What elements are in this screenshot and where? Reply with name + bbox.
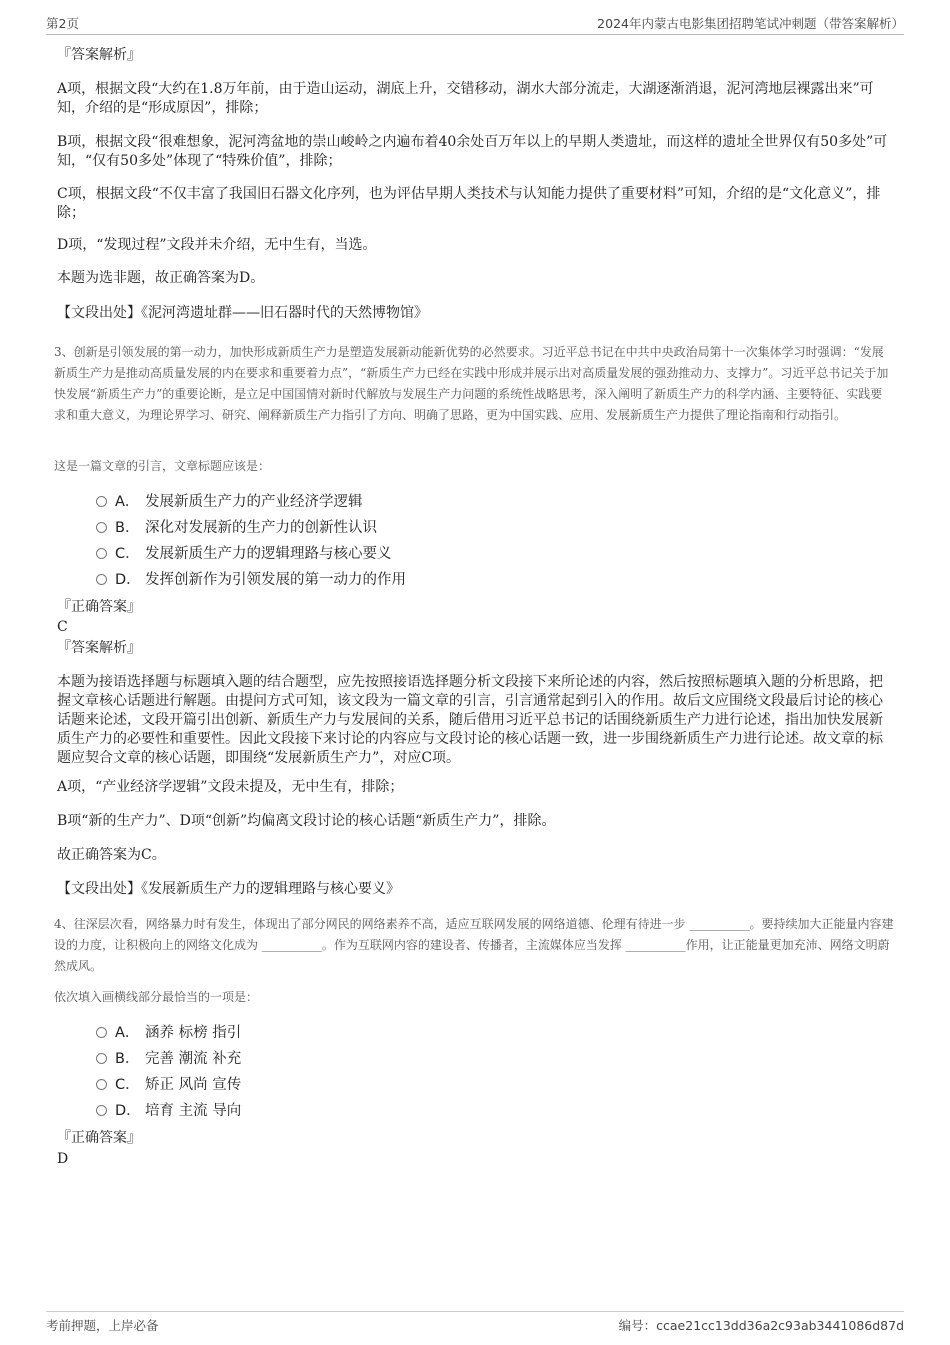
radio-icon[interactable] [96, 1027, 107, 1038]
analysis-conclusion: 本题为选非题，故正确答案为D。 [57, 270, 265, 286]
radio-icon[interactable] [96, 496, 107, 507]
question-4-option-a[interactable]: A． 涵养 标榜 指引 [96, 1023, 241, 1043]
question-3-option-b[interactable]: B． 深化对发展新的生产力的创新性认识 [96, 518, 377, 538]
question-3-prompt: 这是一篇文章的引言，文章标题应该是： [54, 459, 271, 473]
page-header [46, 12, 904, 35]
analysis-option-bd: B项“新的生产力”、D项“创新”均偏离文段讨论的核心话题“新质生产力”，排除。 [57, 813, 556, 829]
question-3-option-a[interactable]: A． 发展新质生产力的产业经济学逻辑 [96, 492, 363, 512]
document-title: 2024年内蒙古电影集团招聘笔试冲刺题（带答案解析） [597, 16, 904, 31]
radio-icon[interactable] [96, 548, 107, 559]
page-footer [46, 1311, 904, 1332]
page-number: 第2页 [46, 16, 79, 31]
question-4-prompt: 依次填入画横线部分最恰当的一项是： [54, 990, 259, 1004]
question-4-option-d[interactable]: D． 培育 主流 导向 [96, 1101, 241, 1121]
analysis-option-d: D项，“发现过程”文段并未介绍，无中生有，当选。 [57, 237, 377, 253]
correct-answer: D [57, 1151, 69, 1167]
question-4-option-b[interactable]: B． 完善 潮流 补充 [96, 1049, 241, 1069]
radio-icon[interactable] [96, 1079, 107, 1090]
radio-icon[interactable] [96, 574, 107, 585]
question-3-option-d[interactable]: D． 发挥创新作为引领发展的第一动力的作用 [96, 570, 406, 590]
question-4-passage: 4、往深层次看，网络暴力时有发生，体现出了部分网民的网络素养不高，适应互联网发展的网络道德、伦理有待进一步 __________。要持续加大正能量内容建设的力度，让积极向上的网络文化成为 __________。作为互联网内容的建设者、传播者，主流媒体应当发挥 __________作用，让正能量更加充沛、网络文明蔚然成风。 [54, 917, 894, 973]
footer-slogan: 考前押题，上岸必备 [46, 1318, 159, 1333]
radio-icon[interactable] [96, 522, 107, 533]
correct-answer: C [57, 619, 68, 635]
radio-icon[interactable] [96, 1053, 107, 1064]
source-citation: 【文段出处】《发展新质生产力的逻辑理路与核心要义》 [57, 881, 400, 897]
answer-label: 『正确答案』 [57, 599, 141, 615]
answer-label: 『正确答案』 [57, 1130, 141, 1146]
analysis-label: 『答案解析』 [57, 640, 141, 656]
analysis-option-a: A项，根据文段“大约在1.8万年前，由于造山运动，湖底上升，交错移动，湖水大部分流走，大湖逐渐消退，泥河湾地层裸露出来”可知，介绍的是“形成原因”，排除； [57, 81, 874, 116]
analysis-label: 『答案解析』 [57, 47, 141, 63]
analysis-option-b: B项，根据文段“很难想象，泥河湾盆地的崇山峻岭之内遍布着40余处百万年以上的早期人类遗址，而这样的遗址全世界仅有50多处”可知，“仅有50多处”体现了“特殊价值”，排除； [57, 134, 888, 169]
analysis-conclusion: 故正确答案为C。 [57, 847, 166, 863]
analysis-option-c: C项，根据文段“不仅丰富了我国旧石器文化序列，也为评估早期人类技术与认知能力提供了重要材料”可知，介绍的是“文化意义”，排除； [57, 186, 881, 221]
question-3-option-c[interactable]: C． 发展新质生产力的逻辑理路与核心要义 [96, 544, 392, 564]
radio-icon[interactable] [96, 1105, 107, 1116]
source-citation: 【文段出处】《泥河湾遗址群——旧石器时代的天然博物馆》 [57, 305, 428, 321]
question-4-option-c[interactable]: C． 矫正 风尚 宣传 [96, 1075, 241, 1095]
analysis-option-a: A项，“产业经济学逻辑”文段未提及，无中生有，排除； [57, 779, 404, 795]
document-id: 编号：ccae21cc13dd36a2c93ab3441086d87d [618, 1318, 904, 1333]
question-3-analysis: 本题为接语选择题与标题填入题的结合题型，应先按照接语选择题分析文段接下来所论述的内容，然后按照标题填入题的分析思路，把握文章核心话题进行解题。由提问方式可知，该文段为一篇文章的引言，引言通常起到引入的作用。故后文应围绕文段最后讨论的核心话题来论述，文段开篇引出创新、新质生产力与发展间的关系，随后借用习近平总书记的话围绕新质生产力进行论述，指出加快发展新质生产力的必要性和重要性。因此文段接下来讨论的内容应与文段讨论的核心话题一致，进一步围绕新质生产力进行论述。故文章的标题应契合文章的核心话题，即围绕“发展新质生产力”，对应C项。 [57, 674, 883, 766]
question-3-passage: 3、创新是引领发展的第一动力，加快形成新质生产力是塑造发展新动能新优势的必然要求。习近平总书记在中共中央政治局第十一次集体学习时强调：“发展新质生产力是推动高质量发展的内在要求和重要着力点”，“新质生产力已经在实践中形成并展示出对高质量发展的强劲推动力、支撑力”。习近平总书记关于加快发展“新质生产力”的重要论断，是立足中国国情对新时代解放与发展生产力问题的系统性战略思考，深入阐明了新质生产力的科学内涵、主要特征、实践要求和重大意义，为理论界学习、研究、阐释新质生产力指引了方向、明确了思路，更为中国实践、应用、发展新质生产力提供了理论指南和行动指引。 [54, 345, 889, 422]
